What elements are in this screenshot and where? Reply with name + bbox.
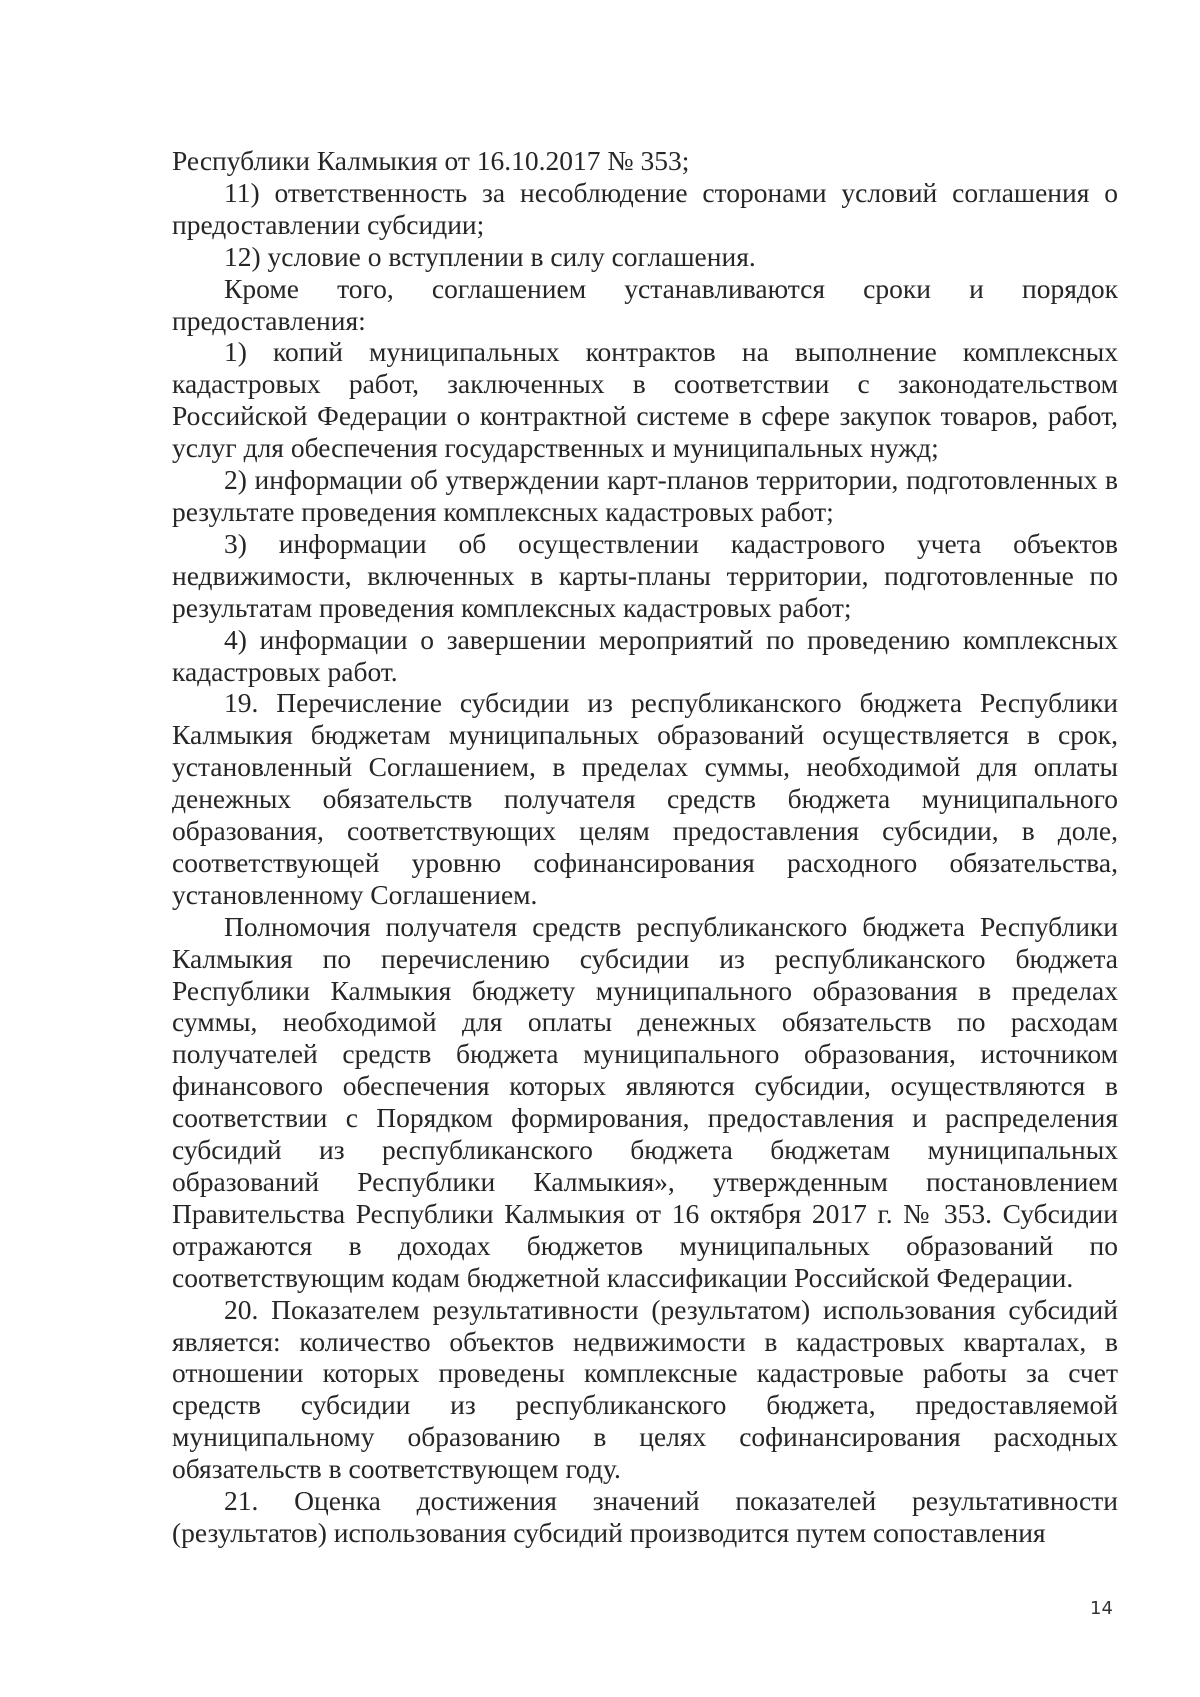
paragraph-subitem-3: 3) информации об осуществлении кадастрового учета объектов недвижимости, включенных в карты-планы территории, подготовленные по результатам проведения комплексных кадастровых работ; bbox=[172, 527, 1118, 623]
paragraph-continuation: Республики Калмыкия от 16.10.2017 № 353; bbox=[172, 145, 690, 176]
paragraph-subitem-2: 2) информации об утверждении карт-планов территории, подготовленных в результате проведения комплексных кадастровых работ; bbox=[172, 464, 1118, 527]
paragraph-section-20: 20. Показателем результативности (результатом) использования субсидий является: количество объектов недвижимости в кадастровых кварталах, в отношении которых проведены комплексные кадастровые работы за счет средств субсидии из республиканского бюджета, предоставляемой муниципальному образованию в целях софинансирования расходных обязательств в соответствующем году. bbox=[172, 1293, 1118, 1485]
paragraph-section-19: 19. Перечисление субсидии из республиканского бюджета Республики Калмыкия бюджетам муниципальных образований осуществляется в срок, установленный Соглашением, в пределах суммы, необходимой для оплаты денежных обязательств получателя средств бюджета муниципального образования, соответствующих целям предоставления субсидии, в доле, соответствующей уровню софинансирования расходного обязательства, установленному Соглашением. bbox=[172, 687, 1118, 910]
paragraph-powers: Полномочия получателя средств республиканского бюджета Республики Калмыкия по перечислению субсидии из республиканского бюджета Республики Калмыкия бюджету муниципального образования в пределах суммы, необходимой для оплаты денежных обязательств по расходам получателей средств бюджета муниципального образования, источником финансового обеспечения которых являются субсидии, осуществляются в соответствии с Порядком формирования, предоставления и распределения субсидий из республиканского бюджета бюджетам муниципальных образований Республики Калмыкия», утвержденным постановлением Правительства Республики Калмыкия от 16 октября 2017 г. № 353. Субсидии отражаются в доходах бюджетов муниципальных образований по соответствующим кодам бюджетной классификации Российской Федерации. bbox=[172, 910, 1118, 1293]
paragraph-item-11: 11) ответственность за несоблюдение сторонами условий соглашения о предоставлении субсидии; bbox=[172, 176, 1118, 240]
paragraph-item-12: 12) условие о вступлении в силу соглашения. bbox=[224, 240, 756, 272]
paragraph-subitem-1: 1) копий муниципальных контрактов на выполнение комплексных кадастровых работ, заключенных в соответствии с законодательством Российской Федерации о контрактной системе в сфере закупок товаров, работ, услуг для обеспечения государственных и муниципальных нужд; bbox=[172, 336, 1118, 464]
document-body bbox=[172, 145, 1118, 1549]
paragraph-subitem-4: 4) информации о завершении мероприятий по проведению комплексных кадастровых работ. bbox=[172, 623, 1118, 687]
paragraph-terms-intro: Кроме того, соглашением устанавливаются сроки и порядок предоставления: bbox=[172, 272, 1118, 336]
page-number: 14 bbox=[1090, 1598, 1113, 1619]
paragraph-section-21: 21. Оценка достижения значений показателей результативности (результатов) использования субсидий производится путем сопоставления bbox=[172, 1485, 1118, 1548]
